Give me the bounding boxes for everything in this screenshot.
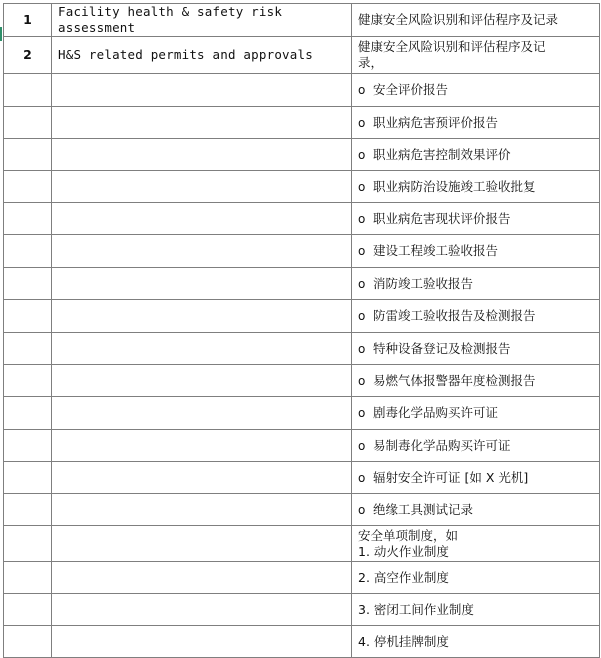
table-row: [4, 462, 600, 494]
empty-cell: [52, 494, 352, 526]
empty-cell: [4, 526, 52, 562]
table-row: [4, 139, 600, 171]
chinese-item: [352, 300, 600, 333]
empty-cell: [4, 203, 52, 235]
chinese-item: [352, 203, 600, 235]
bullet-icon: o: [358, 244, 366, 258]
empty-cell: [52, 397, 352, 430]
chinese-item-text: 职业病防治设施竣工验收批复: [373, 178, 536, 194]
chinese-item-text: 防雷竣工验收报告及检测报告: [373, 308, 536, 323]
table-row: [4, 37, 600, 74]
empty-cell: [4, 494, 52, 526]
chinese-item-text: 职业病危害预评价报告: [373, 114, 499, 130]
chinese-item-text: 安全评价报告: [373, 82, 449, 97]
chinese-item: [352, 74, 600, 107]
table-row: [4, 626, 600, 658]
empty-cell: [52, 562, 352, 594]
table-row: [4, 203, 600, 235]
chinese-item-text: 绝缘工具测试记录: [373, 501, 474, 517]
empty-cell: [52, 333, 352, 365]
table-row: [4, 397, 600, 430]
table-row: [4, 268, 600, 300]
empty-cell: [4, 268, 52, 300]
chinese-item: [352, 139, 600, 171]
chinese-item: [352, 430, 600, 462]
empty-cell: [4, 139, 52, 171]
bullet-icon: o: [358, 83, 366, 97]
bullet-icon: o: [358, 341, 366, 356]
bullet-icon: o: [358, 115, 366, 130]
empty-cell: [52, 365, 352, 397]
english-item: Facility health & safety risk assessment: [52, 4, 352, 37]
empty-cell: [4, 74, 52, 107]
chinese-item: [352, 365, 600, 397]
chinese-item: [352, 235, 600, 268]
empty-cell: [4, 333, 52, 365]
table-row: [4, 562, 600, 594]
empty-cell: [52, 526, 352, 562]
table-row: [4, 594, 600, 626]
chinese-item-line: 录，: [358, 55, 384, 70]
bullet-icon: o: [358, 211, 366, 226]
bullet-icon: o: [358, 438, 366, 453]
empty-cell: [4, 300, 52, 333]
bullet-icon: o: [358, 502, 366, 517]
empty-cell: [52, 139, 352, 171]
empty-cell: [52, 171, 352, 203]
chinese-item: [352, 333, 600, 365]
table-row: [4, 526, 600, 562]
chinese-item-text: 易燃气体报警器年度检测报告: [373, 372, 536, 388]
row-number: 1: [4, 4, 52, 37]
chinese-item-text: 特种设备登记及检测报告: [373, 340, 511, 356]
empty-cell: [4, 562, 52, 594]
empty-cell: [4, 626, 52, 658]
chinese-item: [352, 268, 600, 300]
table-row: [4, 171, 600, 203]
english-item: H&S related permits and approvals: [52, 37, 352, 74]
bullet-icon: o: [358, 276, 366, 291]
chinese-item-text: 职业病危害现状评价报告: [373, 210, 511, 226]
table-row: [4, 300, 600, 333]
document-table: [3, 3, 600, 658]
empty-cell: [52, 300, 352, 333]
empty-cell: [52, 626, 352, 658]
chinese-item-text: 剧毒化学品购买许可证: [373, 405, 499, 420]
empty-cell: [4, 430, 52, 462]
bullet-icon: o: [358, 147, 366, 162]
chinese-item: 健康安全风险识别和评估程序及记录: [352, 4, 600, 37]
table-row: [4, 74, 600, 107]
chinese-item: [352, 526, 600, 562]
empty-cell: [52, 235, 352, 268]
chinese-item: 2. 高空作业制度: [352, 562, 600, 594]
bullet-icon: o: [358, 309, 366, 323]
row-number: 2: [4, 37, 52, 74]
empty-cell: [52, 203, 352, 235]
empty-cell: [4, 397, 52, 430]
chinese-item-text: 消防竣工验收报告: [373, 275, 474, 291]
empty-cell: [4, 594, 52, 626]
empty-cell: [52, 74, 352, 107]
chinese-item-text: 建设工程竣工验收报告: [373, 243, 499, 258]
empty-cell: [52, 107, 352, 139]
chinese-item-line: 1. 动火作业制度: [358, 543, 449, 559]
bullet-icon: o: [358, 470, 366, 485]
table-row: [4, 4, 600, 37]
bullet-icon: o: [358, 406, 366, 420]
bullet-icon: o: [358, 179, 366, 194]
table-row: [4, 235, 600, 268]
bullet-icon: o: [358, 373, 366, 388]
empty-cell: [52, 268, 352, 300]
empty-cell: [4, 107, 52, 139]
table-row: [4, 430, 600, 462]
empty-cell: [52, 430, 352, 462]
table-row: [4, 365, 600, 397]
chinese-item: [352, 107, 600, 139]
chinese-item-text: 职业病危害控制效果评价: [373, 146, 511, 162]
chinese-item-line: 安全单项制度，如: [358, 527, 459, 543]
empty-cell: [4, 365, 52, 397]
table-row: [4, 107, 600, 139]
table-row: [4, 333, 600, 365]
chinese-item-line: 健康安全风险识别和评估程序及记: [358, 39, 546, 54]
chinese-item: [352, 494, 600, 526]
empty-cell: [52, 594, 352, 626]
empty-cell: [4, 171, 52, 203]
chinese-item: [352, 171, 600, 203]
chinese-item: 3. 密闭工间作业制度: [352, 594, 600, 626]
empty-cell: [4, 462, 52, 494]
chinese-item: [352, 462, 600, 494]
empty-cell: [4, 235, 52, 268]
chinese-item-text: 易制毒化学品购买许可证: [373, 437, 511, 453]
chinese-item-text: 辐射安全许可证 [如 X 光机]: [373, 469, 529, 485]
chinese-item: 4. 停机挂牌制度: [352, 626, 600, 658]
empty-cell: [52, 462, 352, 494]
table-row: [4, 494, 600, 526]
chinese-item: [352, 37, 600, 74]
chinese-item: [352, 397, 600, 430]
